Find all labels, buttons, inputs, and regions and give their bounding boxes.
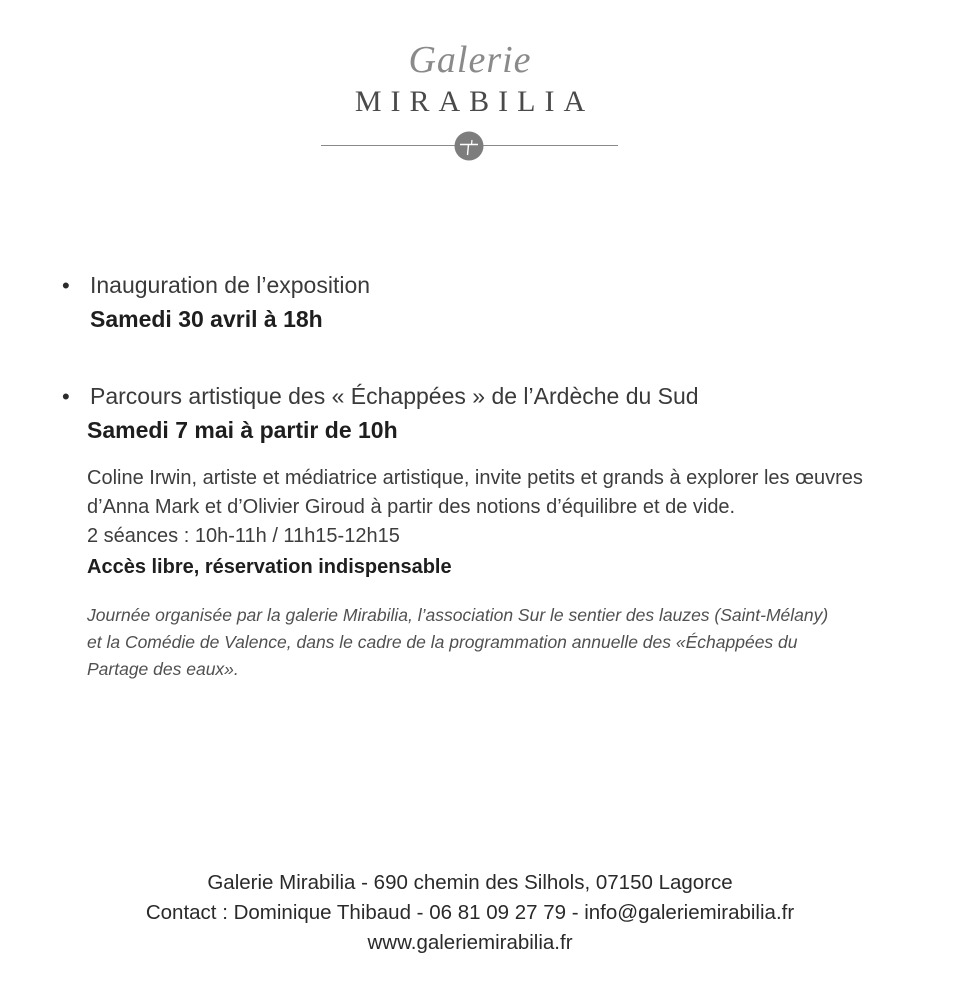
event-date: Samedi 7 mai à partir de 10h (87, 417, 398, 443)
event-title: Inauguration de l’exposition (90, 272, 371, 298)
footer-website-link[interactable]: www.galeriemirabilia.fr (367, 931, 573, 954)
access-info: Accès libre, réservation indispensable (87, 556, 452, 578)
logo-galerie-text: Galerie (408, 39, 532, 81)
note-line: et la Comédie de Valence, dans le cadre de la programmation annuelle des «Échappées du (87, 632, 798, 652)
note-line: Partage des eaux». (87, 659, 239, 679)
event-title: Parcours artistique des « Échappées » de l’Ardèche du Sud (90, 383, 699, 409)
bullet-icon: • (62, 384, 70, 409)
bullet-icon: • (62, 273, 70, 298)
description-line: Coline Irwin, artiste et médiatrice artistique, invite petits et grands à explorer les œuvres (87, 467, 863, 489)
description-line: d’Anna Mark et d’Olivier Giroud à partir des notions d’équilibre et de vide. (87, 496, 736, 518)
note-line: Journée organisée par la galerie Mirabilia, l’association Sur le sentier des lauzes (Saint-Mélany) (87, 605, 829, 625)
event-description (87, 464, 907, 551)
gallery-emblem-icon (454, 131, 484, 161)
footer-contact-line: Contact : Dominique Thibaud - 06 81 09 27 79 - info@galeriemirabilia.fr (145, 901, 795, 924)
logo-name-text: MIRABILIA (354, 85, 595, 118)
event-date: Samedi 30 avril à 18h (90, 306, 323, 332)
logo-rule-right (483, 145, 618, 146)
footer-contact (0, 868, 940, 958)
description-line: 2 séances : 10h-11h / 11h15-12h15 (87, 525, 400, 547)
gallery-logo (0, 0, 965, 170)
logo-rule-left (321, 145, 455, 146)
event-note (87, 602, 907, 683)
footer-address: Galerie Mirabilia - 690 chemin des Silhols, 07150 Lagorce (207, 871, 733, 894)
